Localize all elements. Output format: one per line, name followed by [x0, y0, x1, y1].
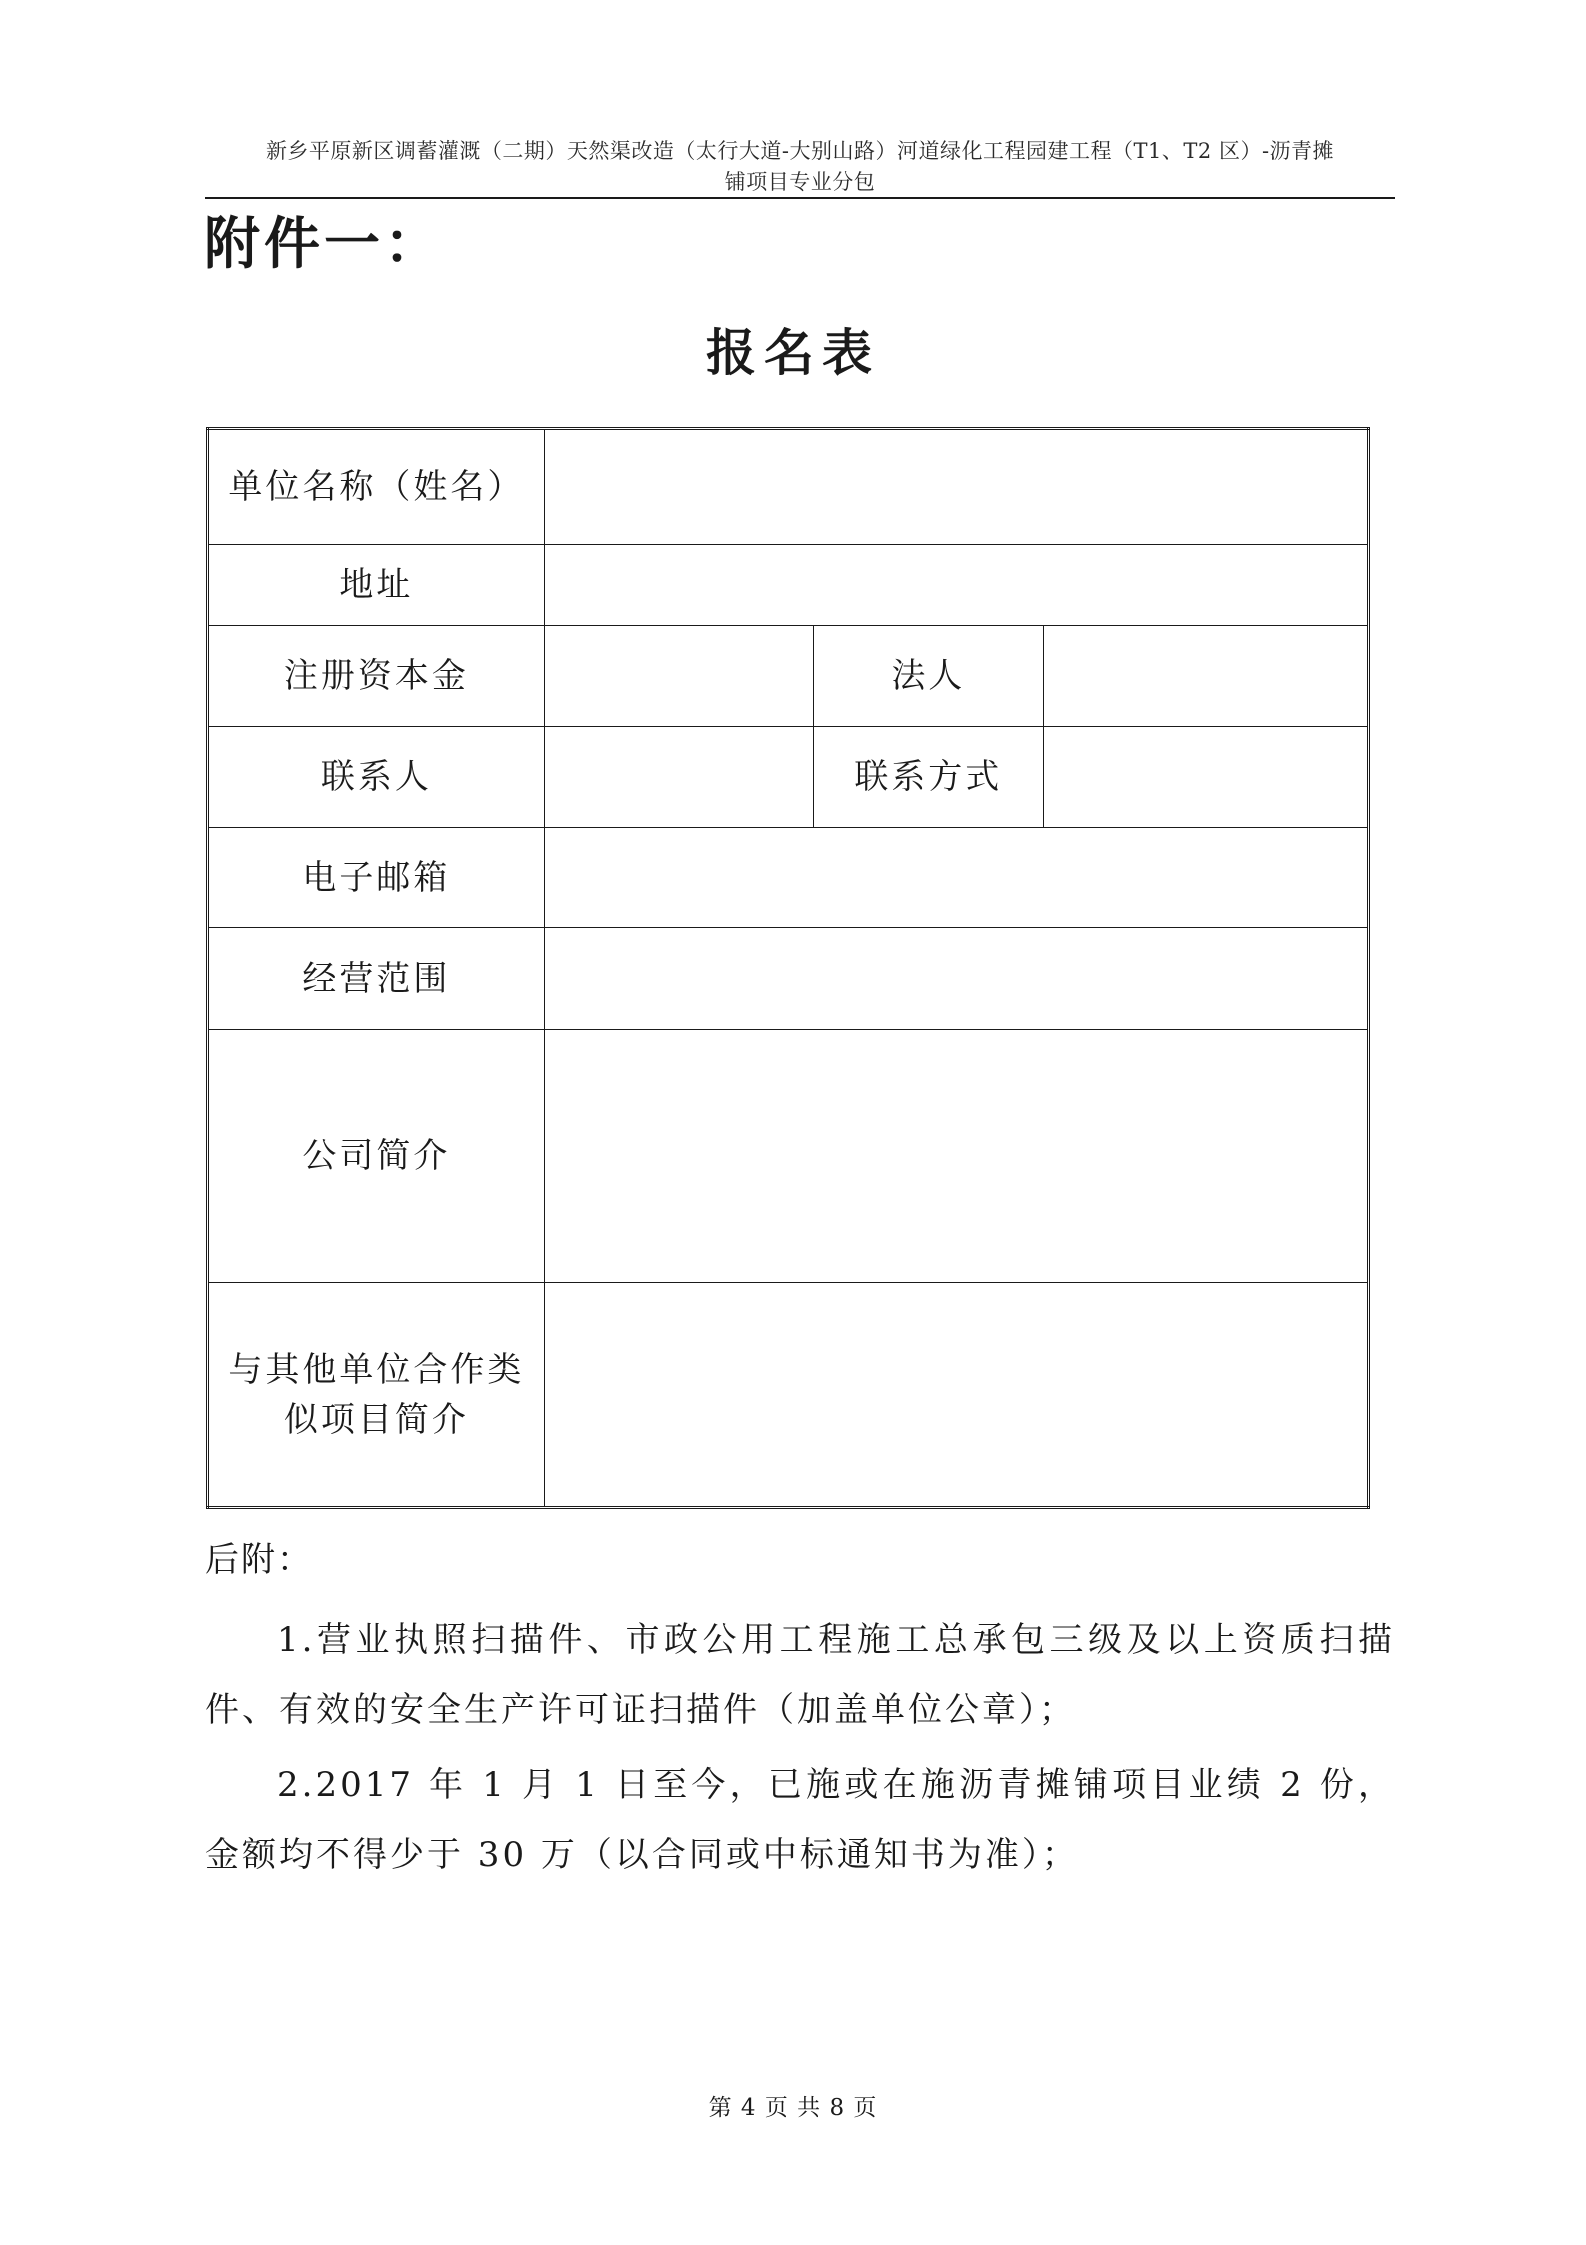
- similar-projects-label-line-2: 似项目简介: [283, 1399, 469, 1440]
- table-row: [208, 625, 1369, 726]
- contact-method-field[interactable]: [1044, 726, 1369, 827]
- registered-capital-label: 注册资本金: [208, 625, 545, 726]
- header-rule: [205, 197, 1395, 199]
- table-row: [208, 828, 1369, 928]
- contact-method-label: 联系方式: [813, 726, 1044, 827]
- unit-name-field[interactable]: [544, 429, 1368, 545]
- notes-heading: 后附：: [205, 1540, 313, 1580]
- email-label: 电子邮箱: [208, 828, 545, 928]
- document-header: [205, 136, 1395, 198]
- legal-person-label: 法人: [813, 625, 1044, 726]
- table-row: [208, 928, 1369, 1029]
- note-item-2: 2.2017 年 1 月 1 日至今，已施或在施沥青摊铺项目业绩 2 份，金额均不得少于 30 万（以合同或中标通知书为准）；: [205, 1765, 1395, 1875]
- similar-projects-field[interactable]: [544, 1283, 1368, 1508]
- registered-capital-field[interactable]: [544, 625, 813, 726]
- header-line-2: 铺项目专业分包: [724, 170, 876, 194]
- table-row: [208, 1283, 1369, 1508]
- form-title: 报名表: [706, 323, 880, 382]
- similar-projects-label: [208, 1283, 545, 1508]
- note-item-1: 1.营业执照扫描件、市政公用工程施工总承包三级及以上资质扫描件、有效的安全生产许可证扫描件（加盖单位公章）；: [205, 1620, 1395, 1730]
- registration-form-table: [206, 427, 1370, 1509]
- header-line-1: 新乡平原新区调蓄灌溉（二期）天然渠改造（太行大道-大别山路）河道绿化工程园建工程（T1、T2 区）-沥青摊: [265, 139, 1335, 163]
- similar-projects-label-line-1: 与其他单位合作类: [228, 1349, 525, 1390]
- contact-person-label: 联系人: [208, 726, 545, 827]
- email-field[interactable]: [544, 828, 1368, 928]
- attachment-label: 附件一：: [204, 212, 444, 277]
- table-row: [208, 726, 1369, 827]
- company-profile-field[interactable]: [544, 1029, 1368, 1283]
- contact-person-field[interactable]: [544, 726, 813, 827]
- unit-name-label: 单位名称（姓名）: [208, 429, 545, 545]
- address-field[interactable]: [544, 545, 1368, 625]
- company-profile-label: 公司简介: [208, 1029, 545, 1283]
- page-number: 第 4 页 共 8 页: [708, 2095, 878, 2121]
- business-scope-field[interactable]: [544, 928, 1368, 1029]
- legal-person-field[interactable]: [1044, 625, 1369, 726]
- business-scope-label: 经营范围: [208, 928, 545, 1029]
- table-row: [208, 1029, 1369, 1283]
- table-row: [208, 545, 1369, 625]
- address-label: 地址: [208, 545, 545, 625]
- table-row: [208, 429, 1369, 545]
